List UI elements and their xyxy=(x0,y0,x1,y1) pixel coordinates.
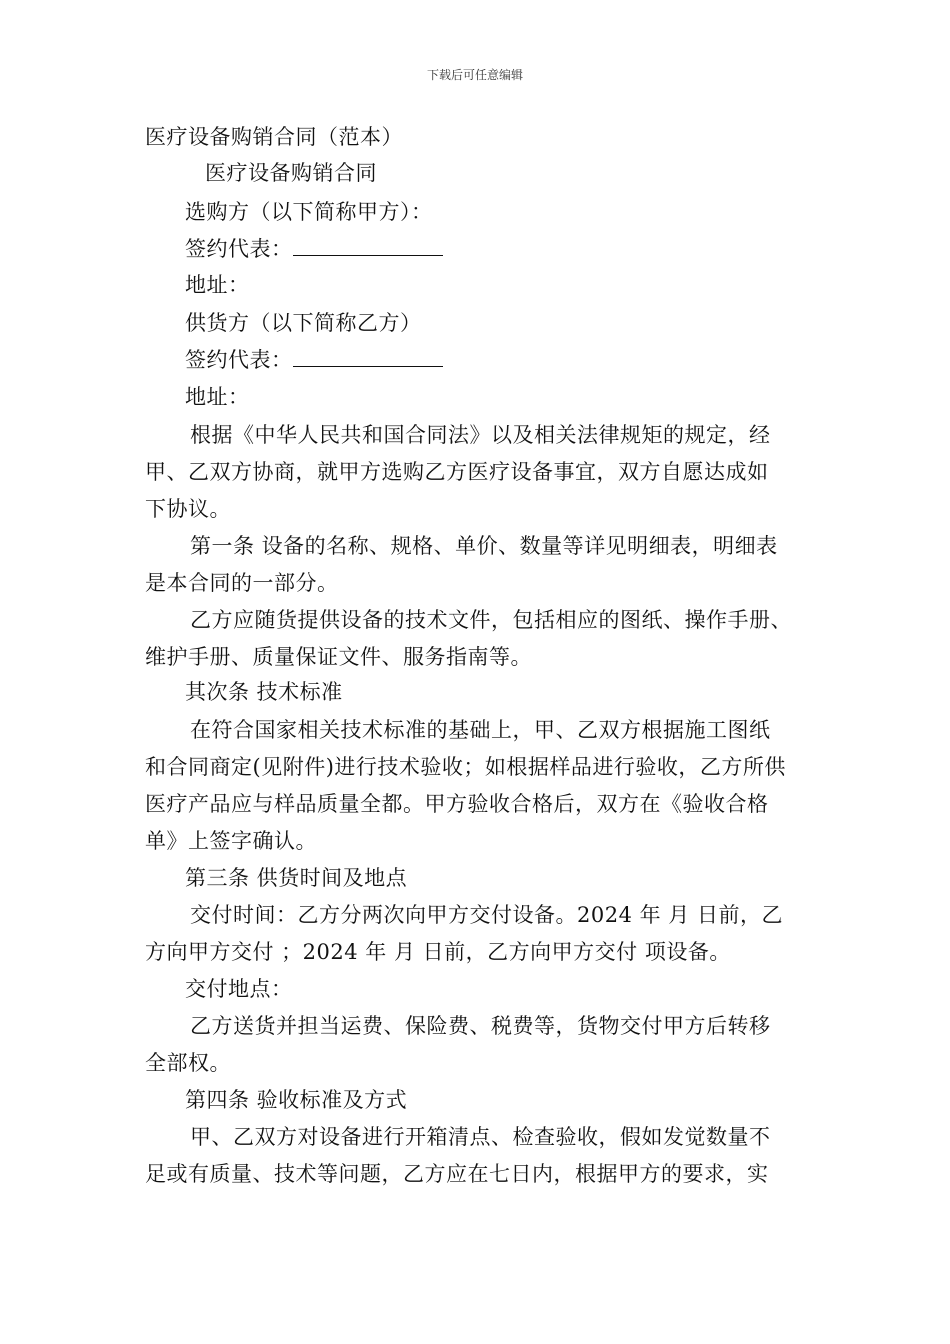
supplier-representative-blank xyxy=(293,346,443,367)
article-2-heading: 其次条 技术标准 xyxy=(185,680,343,704)
buyer-line: 选购方（以下简称甲方）： xyxy=(185,200,433,224)
body-line: 甲、乙双方协商，就甲方选购乙方医疗设备事宜，双方自愿达成如 xyxy=(145,460,769,484)
body-line: 和合同商定(见附件)进行技术验收；如根据样品进行验收，乙方所供 xyxy=(145,755,786,779)
body-line: 方向甲方交付 ；2024 年 月 日前，乙方向甲方交付 项设备。 xyxy=(145,940,731,964)
supplier-representative-label: 签约代表： xyxy=(185,348,293,372)
body-line: 维护手册、质量保证文件、服务指南等。 xyxy=(145,645,532,669)
article-4-heading: 第四条 验收标准及方式 xyxy=(185,1088,408,1112)
body-line: 乙方送货并担当运费、保险费、税费等，货物交付甲方后转移 xyxy=(190,1014,771,1038)
article-1-line: 第一条 设备的名称、规格、单价、数量等详见明细表，明细表 xyxy=(190,534,778,558)
buyer-representative-blank xyxy=(293,235,443,256)
body-line: 在符合国家相关技术标准的基础上，甲、乙双方根据施工图纸 xyxy=(190,718,771,742)
page-header: 下载后可任意编辑 xyxy=(426,68,523,82)
supplier-line: 供货方（以下简称乙方） xyxy=(185,311,422,335)
body-line: 根据《中华人民共和国合同法》以及相关法律规矩的规定，经 xyxy=(190,423,771,447)
body-line: 甲、乙双方对设备进行开箱清点、检查验收，假如发觉数量不 xyxy=(190,1125,771,1149)
supplier-representative-line xyxy=(185,346,443,373)
body-line: 交付时间：乙方分两次向甲方交付设备。2024 年 月 日前，乙 xyxy=(190,903,783,927)
body-line: 是本合同的一部分。 xyxy=(145,571,339,595)
document-title: 医疗设备购销合同（范本） xyxy=(145,125,403,149)
supplier-address-line: 地址： xyxy=(185,385,250,409)
body-line: 乙方应随货提供设备的技术文件，包括相应的图纸、操作手册、 xyxy=(190,608,792,632)
body-line: 下协议。 xyxy=(145,497,231,521)
body-line: 单》上签字确认。 xyxy=(145,829,317,853)
body-line: 医疗产品应与样品质量全都。甲方验收合格后，双方在《验收合格 xyxy=(145,792,769,816)
article-3-heading: 第三条 供货时间及地点 xyxy=(185,866,408,890)
body-line: 全部权。 xyxy=(145,1051,231,1075)
buyer-address-line: 地址： xyxy=(185,273,250,297)
body-line: 足或有质量、技术等问题，乙方应在七日内，根据甲方的要求，实 xyxy=(145,1162,769,1186)
contract-title: 医疗设备购销合同 xyxy=(205,161,377,185)
buyer-representative-line xyxy=(185,235,443,262)
buyer-representative-label: 签约代表： xyxy=(185,237,293,261)
delivery-location-line: 交付地点： xyxy=(185,977,293,1001)
